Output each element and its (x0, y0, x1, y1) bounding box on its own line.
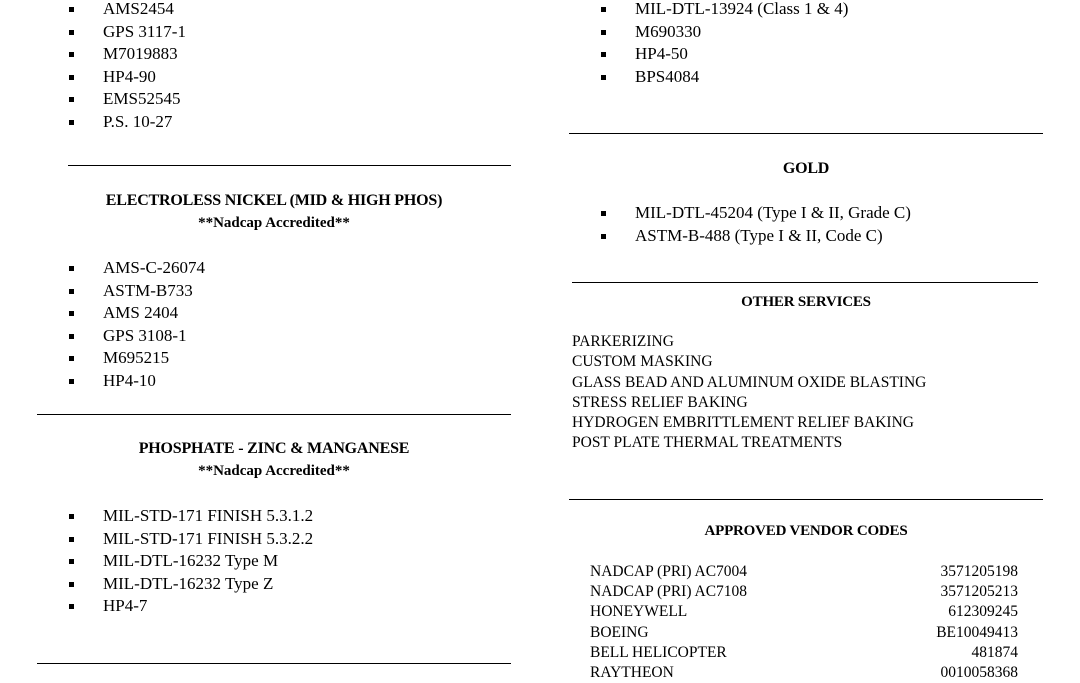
list-item: MIL-DTL-16232 Type M (68, 550, 488, 573)
divider (569, 133, 1043, 134)
right-top-spec-list (600, 0, 1030, 88)
phosphate-spec-list (68, 505, 488, 618)
vendor-name: BOEING (590, 623, 649, 641)
gold-spec-list (600, 202, 1030, 247)
vendor-code: 481874 (971, 643, 1018, 661)
list-item: MIL-STD-171 FINISH 5.3.2.2 (68, 528, 488, 551)
vendor-codes-table (590, 562, 1018, 683)
other-services-heading: OTHER SERVICES (741, 294, 871, 310)
table-row (590, 663, 1018, 683)
electroless-nickel-spec-list (68, 257, 488, 392)
list-item: EMS52545 (68, 88, 488, 111)
list-item: AMS2454 (68, 0, 488, 21)
list-item: MIL-DTL-16232 Type Z (68, 573, 488, 596)
vendor-name: RAYTHEON (590, 664, 674, 682)
other-services-list (572, 332, 1042, 454)
list-item: M695215 (68, 347, 488, 370)
vendor-codes-heading: APPROVED VENDOR CODES (704, 523, 908, 539)
list-item: M690330 (600, 21, 1030, 44)
table-row (590, 562, 1018, 582)
table-row (590, 602, 1018, 622)
list-item: HP4-90 (68, 66, 488, 89)
divider (569, 499, 1043, 500)
vendor-code: 3571205198 (940, 563, 1018, 580)
list-item: MIL-STD-171 FINISH 5.3.1.2 (68, 505, 488, 528)
list-item: AMS-C-26074 (68, 257, 488, 280)
left-top-spec-list (68, 0, 488, 133)
list-item: GLASS BEAD AND ALUMINUM OXIDE BLASTING (572, 373, 927, 391)
list-item: BPS4084 (600, 66, 1030, 89)
divider (68, 165, 511, 166)
table-row (590, 623, 1018, 643)
electroless-nickel-heading: ELECTROLESS NICKEL (MID & HIGH PHOS) (105, 192, 443, 209)
gold-heading: GOLD (782, 160, 830, 177)
divider (37, 663, 511, 664)
electroless-nickel-accreditation: **Nadcap Accredited** (198, 215, 350, 231)
list-item: HP4-50 (600, 43, 1030, 66)
vendor-code: 0010058368 (940, 664, 1018, 682)
divider (572, 282, 1038, 283)
list-item: MIL-DTL-45204 (Type I & II, Grade C) (600, 202, 1030, 225)
vendor-name: NADCAP (PRI) AC7108 (590, 583, 748, 601)
vendor-code: 612309245 (948, 603, 1018, 621)
list-item: HP4-7 (68, 595, 488, 618)
table-row (590, 643, 1018, 663)
list-item: GPS 3117-1 (68, 21, 488, 44)
divider (37, 414, 511, 415)
list-item: ASTM-B-488 (Type I & II, Code C) (600, 225, 1030, 248)
list-item: P.S. 10-27 (68, 111, 488, 134)
list-item: HP4-10 (68, 370, 488, 393)
list-item: HYDROGEN EMBRITTLEMENT RELIEF BAKING (572, 414, 914, 432)
list-item: POST PLATE THERMAL TREATMENTS (572, 434, 843, 452)
list-item: M7019883 (68, 43, 488, 66)
phosphate-heading: PHOSPHATE - ZINC & MANGANESE (138, 440, 410, 457)
vendor-name: HONEYWELL (590, 603, 688, 621)
phosphate-accreditation: **Nadcap Accredited** (198, 463, 350, 479)
table-row (590, 582, 1018, 602)
list-item: GPS 3108-1 (68, 325, 488, 348)
vendor-code: BE10049413 (936, 623, 1018, 641)
list-item: PARKERIZING (572, 333, 674, 350)
list-item: CUSTOM MASKING (572, 353, 713, 371)
list-item: AMS 2404 (68, 302, 488, 325)
vendor-name: BELL HELICOPTER (590, 643, 727, 661)
list-item: MIL-DTL-13924 (Class 1 & 4) (600, 0, 1030, 21)
list-item: ASTM-B733 (68, 280, 488, 303)
list-item: STRESS RELIEF BAKING (572, 393, 748, 411)
vendor-code: 3571205213 (940, 583, 1018, 601)
vendor-name: NADCAP (PRI) AC7004 (590, 563, 748, 580)
